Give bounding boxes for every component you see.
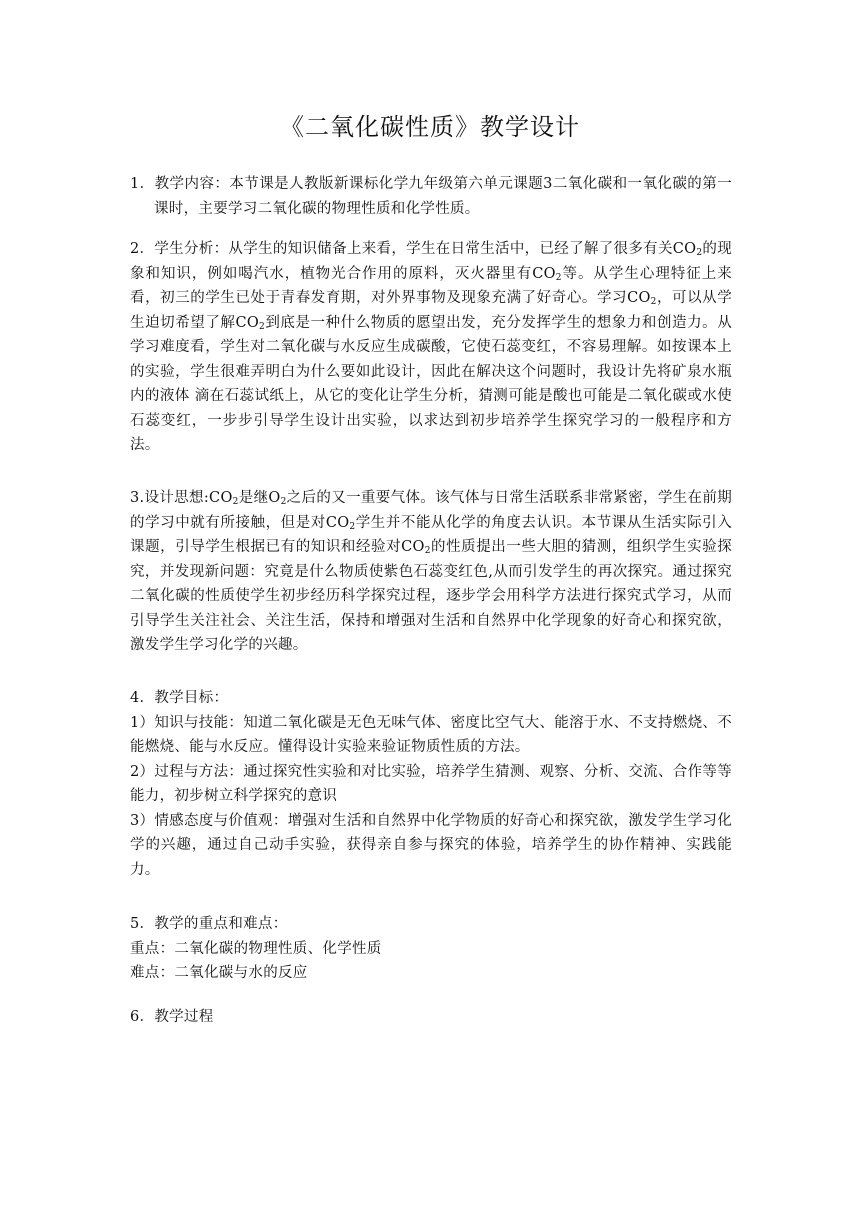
- goal-emotion-values: 3）情感态度与价值观：增强对生活和自然界中化学物质的好奇心和探究欲，激发学生学习化学的兴趣，通过自己动手实验，获得亲自参与探究的体验，培养学生的协作精神、实践能力。: [130, 812, 732, 878]
- student-analysis-paragraph: 2．学生分析：从学生的知识储备上来看，学生在日常生活中，已经了解了很多有关$CO_2$的现象和知识，例如喝汽水，植物光合作用的原料，灭火器里有$CO_2$等。从学生心理特征上来看，初三的学生已处于青春发育期，对外界事物及现象充满了好奇心。学习$CO_2$，可以从学生迫切希望了解$CO_2$到底是一种什么物质的愿望出发，充分发挥学生的想象力和创造力。从学习难度看，学生对二氧化碳与水反应生成碳酸，它使石蕊变红，不容易理解。如按课本上的实验，学生很难弄明白为什么要如此设计，因此在解决这个问题时，我设计先将矿泉水瓶内的液体 滴在石蕊试纸上，从它的变化让学生分析，猜测可能是酸也可能是二氧化碳或水使石蕊变红，一步步引导学生设计出实验，以求达到初步培养学生探究学习的一般程序和方法。: [130, 241, 733, 453]
- section-key-points: [130, 912, 732, 986]
- document-title: 《二氧化碳性质》教学设计: [280, 113, 580, 141]
- section-teaching-content: [130, 172, 732, 221]
- key-point-line: 重点：二氧化碳的物理性质、化学性质: [130, 940, 382, 957]
- section-student-analysis: [130, 237, 732, 458]
- teaching-content-paragraph: 1．教学内容：本节课是人教版新课标化学九年级第六单元课题3二氧化碳和一氧化碳的第一课时，主要学习二氧化碳的物理性质和化学性质。: [130, 176, 732, 217]
- design-idea-paragraph: 3.设计思想$:CO_2$是继$O_2$之后的又一重要气体。该气体与日常生活联系非常紧密，学生在前期的学习中就有所接触，但是对$CO_2$学生并不能从化学的角度去认识。本节课从生活实际引入课题，引导学生根据已有的知识和经验对$CO_2$的性质提出一些大胆的猜测，组织学生实验探究，并发现新问题：究竟是什么物质使紫色石蕊变红色,从而引发学生的再次探究。通过探究二氧化碳的性质使学生初步经历科学探究过程，逐步学会用科学方法进行探究式学习，从而引导学生关注社会、关注生活，保持和增强对生活和自然界中化学现象的好奇心和探究欲，激发学生学习化学的兴趣。: [130, 490, 733, 653]
- section-design-idea: [130, 486, 732, 658]
- difficulty-line: 难点：二氧化碳与水的反应: [130, 965, 308, 981]
- section-teaching-goals: [130, 686, 732, 882]
- goal-knowledge-skills: 1）知识与技能：知道二氧化碳是无色无味气体、密度比空气大、能溶于水、不支持燃烧、不能燃烧、能与水反应。懂得设计实验来验证物质性质的方法。: [130, 714, 732, 755]
- teaching-process-heading: 6．教学过程: [130, 1009, 214, 1025]
- section-teaching-process: [130, 1005, 732, 1030]
- key-points-heading: 5．教学的重点和难点：: [130, 916, 288, 932]
- teaching-goals-heading: 4．教学目标：: [130, 690, 229, 706]
- goal-process-method: 2）过程与方法：通过探究性实验和对比实验，培养学生猜测、观察、分析、交流、合作等等能力，初步树立科学探究的意识: [130, 763, 732, 804]
